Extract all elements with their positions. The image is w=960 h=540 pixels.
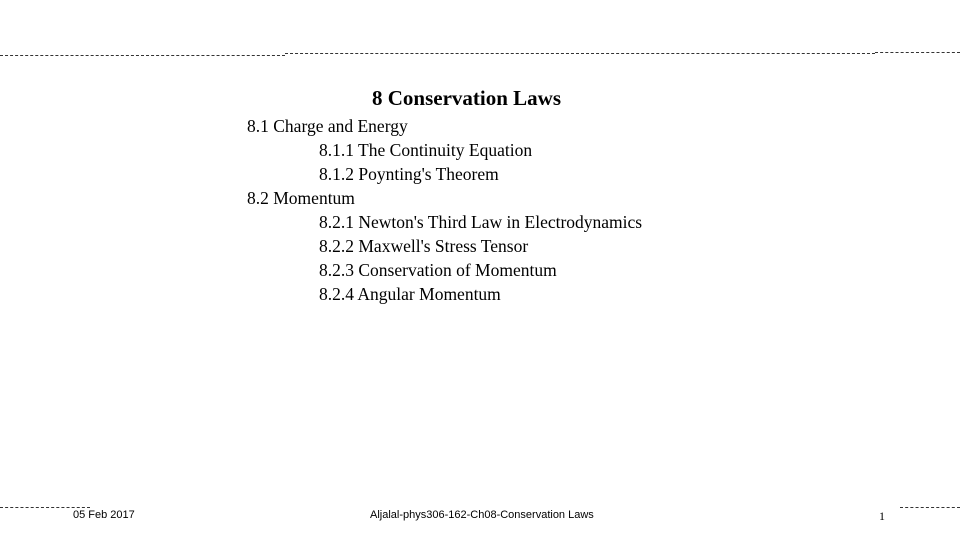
header-divider-right: [875, 52, 960, 53]
page-number: 1: [879, 509, 885, 523]
toc-item: 8.1 Charge and Energy: [247, 116, 408, 136]
toc-item: 8.1.2 Poynting's Theorem: [319, 164, 499, 184]
toc-item: 8.2.2 Maxwell's Stress Tensor: [319, 236, 529, 256]
slide-title: 8 Conservation Laws: [372, 86, 562, 110]
footer-divider-right: [900, 507, 960, 508]
footer-date: 05 Feb 2017: [73, 509, 135, 521]
header-divider-middle: [285, 53, 875, 54]
footer-title: Aljalal-phys306-162-Ch08-Conservation Laws: [370, 509, 594, 521]
header-divider-left: [0, 55, 285, 56]
toc-item: 8.2 Momentum: [247, 188, 355, 208]
footer-divider-left: [0, 507, 90, 508]
toc-item: 8.2.1 Newton's Third Law in Electrodynamics: [319, 212, 643, 232]
toc-item: 8.1.1 The Continuity Equation: [319, 140, 533, 160]
toc-item: 8.2.3 Conservation of Momentum: [319, 260, 557, 280]
toc-item: 8.2.4 Angular Momentum: [319, 284, 501, 304]
